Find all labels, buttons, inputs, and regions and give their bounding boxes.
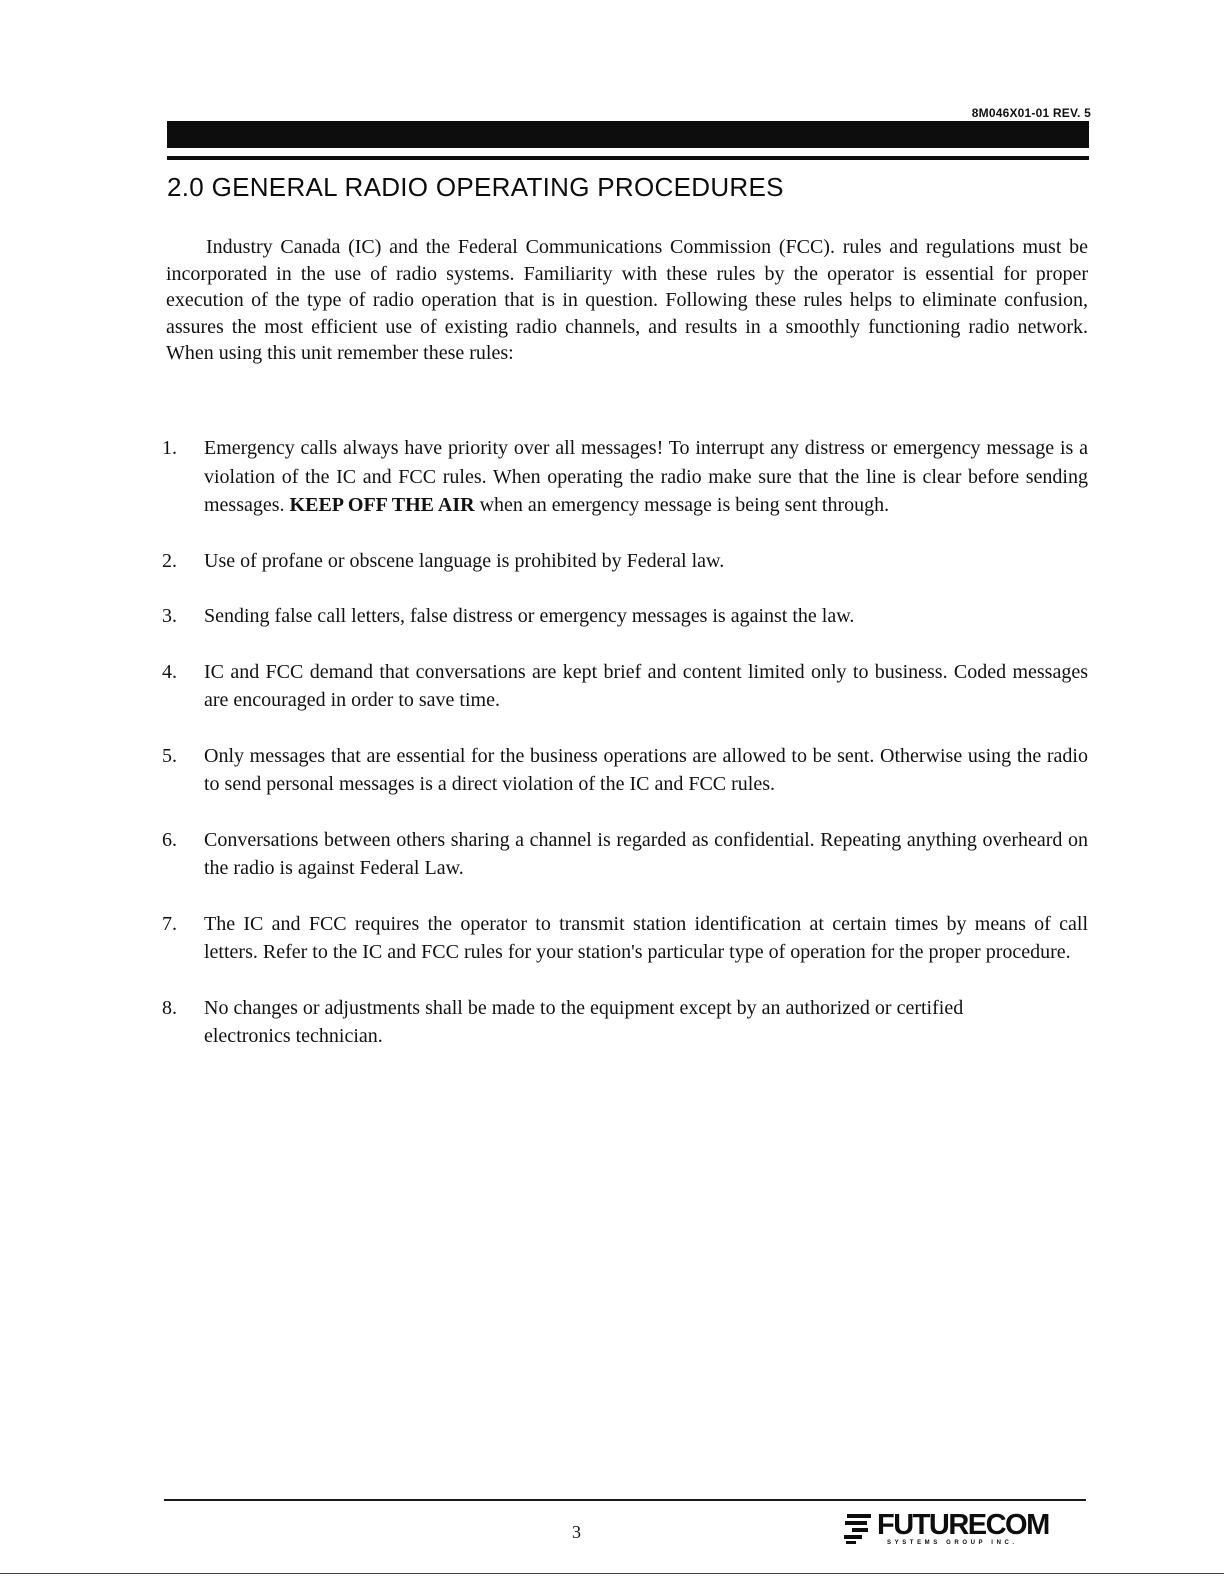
rule-text <box>204 437 1088 516</box>
header-bar <box>167 121 1089 148</box>
rule-text: Use of profane or obscene language is prohibited by Federal law. <box>204 549 725 572</box>
intro-paragraph: Industry Canada (IC) and the Federal Communications Commission (FCC). rules and regulations must be incorporated in the use of radio systems. Familiarity with these rules by the operator is essential for proper execution of the type of radio operation that is in question. Following these rules helps to eliminate confusion, assures the most efficient use of existing radio channels, and results in a smoothly functioning radio network. When using this unit remember these rules: <box>166 236 1088 364</box>
rule-number: 2. <box>162 549 177 572</box>
rule-item-1 <box>162 434 1088 520</box>
rule-text-part: Emergency calls always have priority over all messages! To interrupt any distress or emergency message is a violation of the IC and FCC rules. When operating the radio make sure that the line is clear before sending messages. <box>204 437 1088 516</box>
document-code: 8M046X01-01 REV. 5 <box>971 106 1091 120</box>
rule-number: 7. <box>162 912 177 935</box>
rule-item-2 <box>162 547 1088 576</box>
rule-text: IC and FCC demand that conversations are kept brief and content limited only to business. Coded messages are encouraged in order to save time. <box>204 660 1088 711</box>
rule-item-5 <box>162 742 1088 799</box>
rule-item-8 <box>162 994 1088 1051</box>
rule-number: 8. <box>162 996 177 1019</box>
rule-text: No changes or adjustments shall be made to the equipment except by an authorized or certified electronics technician. <box>204 996 964 1047</box>
page-number: 3 <box>572 1522 581 1542</box>
rule-number: 1. <box>162 437 177 459</box>
rule-text: Sending false call letters, false distress or emergency messages is against the law. <box>204 605 855 627</box>
futurecom-logo-tagline: SYSTEMS GROUP INC. <box>887 1540 1018 1546</box>
page-bottom-edge <box>0 1573 1224 1574</box>
futurecom-logo-text: FUTURECOM <box>877 1509 1049 1541</box>
rules-list <box>162 434 1088 1051</box>
keep-off-the-air-emphasis: KEEP OFF THE AIR <box>289 494 475 516</box>
rule-text: Only messages that are essential for the business operations are allowed to be sent. Otherwise using the radio to send personal messages is a direct violation of the IC and FCC rules. <box>204 744 1088 795</box>
header-rule <box>167 156 1089 160</box>
rule-text: Conversations between others sharing a channel is regarded as confidential. Repeating anything overheard on the radio is against Federal Law. <box>204 828 1088 879</box>
futurecom-logo-icon <box>843 1512 873 1546</box>
rule-number: 3. <box>162 605 177 627</box>
rule-text: The IC and FCC requires the operator to transmit station identification at certain times by means of call letters. Refer to the IC and FCC rules for your station's particular type of operation for the proper procedure. <box>204 912 1088 963</box>
rule-number: 4. <box>162 660 177 683</box>
rule-item-4 <box>162 658 1088 715</box>
rule-item-3 <box>162 602 1088 631</box>
rule-number: 6. <box>162 828 177 851</box>
futurecom-logo <box>843 1510 1073 1550</box>
rule-text-part: when an emergency message is being sent through. <box>474 494 890 516</box>
footer-rule <box>164 1499 1086 1501</box>
section-title: 2.0 GENERAL RADIO OPERATING PROCEDURES <box>167 172 784 202</box>
rule-item-7 <box>162 910 1088 967</box>
rule-item-6 <box>162 826 1088 883</box>
rule-number: 5. <box>162 744 177 767</box>
